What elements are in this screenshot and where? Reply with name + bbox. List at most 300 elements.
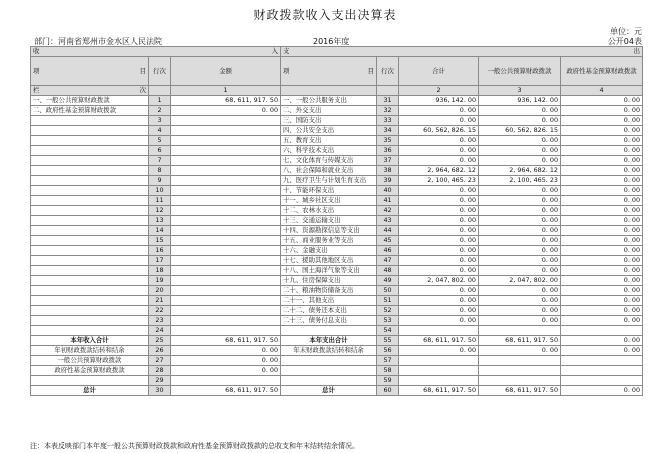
income-item-cell: 本年收入合计	[31, 336, 149, 346]
income-rowno-cell: 30	[149, 386, 171, 396]
income-item-cell: 总计	[31, 386, 149, 396]
table-row	[31, 326, 643, 336]
expense-rowno-cell: 47	[377, 256, 399, 266]
income-item-cell	[31, 326, 149, 336]
income-rowno-cell: 1	[149, 96, 171, 106]
income-rowno-cell: 26	[149, 346, 171, 356]
fund-budget-cell: 0. 00	[561, 236, 643, 246]
fund-budget-cell: 0. 00	[561, 146, 643, 156]
income-rowno-cell: 13	[149, 216, 171, 226]
expense-item-cell: 总计	[281, 386, 377, 396]
income-rowno-cell: 25	[149, 336, 171, 346]
expense-item-cell: 十三、交通运输支出	[281, 216, 377, 226]
total-cell: 0. 00	[399, 296, 479, 306]
general-budget-cell: 936, 142. 00	[479, 96, 561, 106]
income-rowno-cell: 4	[149, 126, 171, 136]
fund-budget-cell: 0. 00	[561, 96, 643, 106]
income-amount-cell	[171, 256, 281, 266]
general-budget-cell: 0. 00	[479, 146, 561, 156]
fund-budget-cell	[561, 366, 643, 376]
table-row	[31, 146, 643, 156]
expense-item-cell	[281, 376, 377, 386]
table-row	[31, 176, 643, 186]
general-budget-header: 一般公共预算财政拨款	[479, 57, 561, 86]
table-row	[31, 366, 643, 376]
total-cell: 0. 00	[399, 306, 479, 316]
general-budget-cell: 0. 00	[479, 196, 561, 206]
blank-index-cell	[149, 86, 171, 96]
lan-label: 栏	[33, 86, 40, 94]
fund-budget-cell: 0. 00	[561, 306, 643, 316]
expense-item-label-end: 目	[367, 66, 375, 75]
income-rowno-cell: 6	[149, 146, 171, 156]
general-budget-cell: 0. 00	[479, 256, 561, 266]
table-row	[31, 216, 643, 226]
income-amount-cell	[171, 166, 281, 176]
table-row	[31, 376, 643, 386]
expense-rowno-cell: 46	[377, 246, 399, 256]
index-2: 2	[399, 86, 479, 96]
fund-budget-cell: 0. 00	[561, 256, 643, 266]
income-amount-cell	[171, 376, 281, 386]
total-cell	[399, 326, 479, 336]
expense-rowno-cell: 44	[377, 226, 399, 236]
expense-item-cell: 一、一般公共服务支出	[281, 96, 377, 106]
fund-budget-cell: 0. 00	[561, 206, 643, 216]
expense-rowno-cell: 42	[377, 206, 399, 216]
income-item-cell	[31, 246, 149, 256]
income-rowno-cell: 8	[149, 166, 171, 176]
income-label: 收	[33, 47, 40, 55]
fund-budget-cell: 0. 00	[561, 246, 643, 256]
income-label-end: 入	[271, 47, 279, 55]
income-item-cell	[31, 226, 149, 236]
total-cell: 2, 964, 682. 12	[399, 166, 479, 176]
expense-item-cell: 二、外交支出	[281, 106, 377, 116]
expense-rowno-cell: 31	[377, 96, 399, 106]
table-row	[31, 236, 643, 246]
fund-budget-cell: 0. 00	[561, 316, 643, 326]
income-amount-cell	[171, 196, 281, 206]
general-budget-cell	[479, 366, 561, 376]
expense-rowno-cell: 37	[377, 156, 399, 166]
item-label-end: 目	[139, 66, 146, 75]
expense-rowno-cell: 59	[377, 376, 399, 386]
income-item-cell: 政府性基金预算财政拨款	[31, 366, 149, 376]
fund-budget-cell: 0. 00	[561, 266, 643, 276]
table-row	[31, 266, 643, 276]
expense-rowno-cell: 34	[377, 126, 399, 136]
income-rowno-cell: 9	[149, 176, 171, 186]
expense-rowno-cell: 43	[377, 216, 399, 226]
total-cell	[399, 376, 479, 386]
income-rowno-cell: 20	[149, 286, 171, 296]
income-item-cell	[31, 206, 149, 216]
general-budget-cell: 0. 00	[479, 296, 561, 306]
fund-budget-cell: 0. 00	[561, 136, 643, 146]
total-cell: 0. 00	[399, 136, 479, 146]
table-row	[31, 306, 643, 316]
fund-budget-cell: 0. 00	[561, 296, 643, 306]
income-rowno-cell: 17	[149, 256, 171, 266]
income-item-cell	[31, 176, 149, 186]
total-cell: 0. 00	[399, 106, 479, 116]
fund-budget-cell: 0. 00	[561, 126, 643, 136]
report-year: 2016年度	[313, 37, 350, 46]
income-amount-cell	[171, 176, 281, 186]
table-row	[31, 156, 643, 166]
income-amount-cell	[171, 216, 281, 226]
expense-item-cell: 五、教育支出	[281, 136, 377, 146]
general-budget-cell: 0. 00	[479, 216, 561, 226]
income-item-cell: 年初财政拨款结转和结余	[31, 346, 149, 356]
income-amount-cell	[171, 326, 281, 336]
total-cell: 2, 047, 802. 00	[399, 276, 479, 286]
income-item-cell	[31, 276, 149, 286]
expense-rowno-cell: 48	[377, 266, 399, 276]
total-cell: 0. 00	[399, 256, 479, 266]
table-row	[31, 166, 643, 176]
income-item-header	[31, 57, 149, 86]
table-row	[31, 336, 643, 346]
income-amount-cell	[171, 136, 281, 146]
income-amount-cell: 0. 00	[171, 106, 281, 116]
expense-item-cell: 十七、援助其他地区支出	[281, 256, 377, 266]
income-rowno-cell: 28	[149, 366, 171, 376]
income-item-cell	[31, 216, 149, 226]
fund-budget-cell: 0. 00	[561, 176, 643, 186]
income-item-cell	[31, 236, 149, 246]
table-row	[31, 346, 643, 356]
general-budget-cell: 68, 611, 917. 50	[479, 336, 561, 346]
expense-rowno-cell: 51	[377, 296, 399, 306]
total-cell	[399, 356, 479, 366]
general-budget-cell: 0. 00	[479, 316, 561, 326]
table-row	[31, 316, 643, 326]
total-cell: 0. 00	[399, 226, 479, 236]
table-row	[31, 106, 643, 116]
expense-rowno-cell: 52	[377, 306, 399, 316]
expense-item-cell: 十一、城乡社区支出	[281, 196, 377, 206]
income-amount-cell	[171, 286, 281, 296]
expense-item-cell: 九、医疗卫生与计划生育支出	[281, 176, 377, 186]
expense-item-cell	[281, 326, 377, 336]
income-amount-cell	[171, 276, 281, 286]
table-row	[31, 196, 643, 206]
total-cell: 0. 00	[399, 156, 479, 166]
table-row	[31, 256, 643, 266]
header-row-sections	[31, 47, 643, 57]
income-item-cell	[31, 136, 149, 146]
index-3: 3	[479, 86, 561, 96]
report-meta	[30, 36, 642, 46]
expense-rowno-header: 行次	[377, 57, 399, 86]
total-cell: 68, 611, 917. 50	[399, 386, 479, 396]
total-cell: 0. 00	[399, 216, 479, 226]
income-item-cell	[31, 286, 149, 296]
total-cell: 0. 00	[399, 286, 479, 296]
total-cell: 0. 00	[399, 266, 479, 276]
fund-budget-cell: 0. 00	[561, 186, 643, 196]
expense-item-header	[281, 57, 377, 86]
total-cell: 0. 00	[399, 316, 479, 326]
income-rowno-cell: 27	[149, 356, 171, 366]
table-row	[31, 296, 643, 306]
total-cell: 0. 00	[399, 346, 479, 356]
fund-budget-cell: 0. 00	[561, 276, 643, 286]
income-rowno-cell: 18	[149, 266, 171, 276]
fund-budget-cell: 0. 00	[561, 106, 643, 116]
income-item-cell: 一般公共预算财政拨款	[31, 356, 149, 366]
income-item-cell	[31, 166, 149, 176]
income-amount-cell: 68, 611, 917. 50	[171, 336, 281, 346]
income-rowno-cell: 19	[149, 276, 171, 286]
general-budget-cell: 0. 00	[479, 246, 561, 256]
general-budget-cell: 0. 00	[479, 206, 561, 216]
header-row-index	[31, 86, 643, 96]
table-row	[31, 356, 643, 366]
footnote: 注：本表反映部门本年度一般公共预算财政拨款和政府性基金预算财政拨款的总收支和年末结转结余情况。	[30, 442, 359, 450]
ci-label: 次	[139, 86, 146, 94]
income-amount-cell: 0. 00	[171, 356, 281, 366]
income-amount-cell	[171, 236, 281, 246]
expense-item-cell: 十四、资源勘探信息等支出	[281, 226, 377, 236]
general-budget-cell: 0. 00	[479, 156, 561, 166]
total-cell	[399, 366, 479, 376]
expense-label: 支	[283, 47, 290, 55]
expense-rowno-cell: 38	[377, 166, 399, 176]
expense-item-cell: 十五、商业服务业等支出	[281, 236, 377, 246]
general-budget-cell: 0. 00	[479, 136, 561, 146]
report-code: 公开04表	[607, 37, 642, 46]
income-rowno-cell: 21	[149, 296, 171, 306]
fund-budget-cell: 0. 00	[561, 226, 643, 236]
fund-budget-cell: 0. 00	[561, 196, 643, 206]
income-item-cell	[31, 306, 149, 316]
table-row	[31, 246, 643, 256]
general-budget-cell: 2, 964, 682. 12	[479, 166, 561, 176]
income-item-cell	[31, 146, 149, 156]
expense-item-cell: 十六、金融支出	[281, 246, 377, 256]
income-amount-cell	[171, 296, 281, 306]
general-budget-cell: 68, 611, 917. 50	[479, 386, 561, 396]
expense-rowno-cell: 32	[377, 106, 399, 116]
unit-label: 单位：元	[610, 27, 642, 36]
total-cell: 60, 562, 826. 15	[399, 126, 479, 136]
general-budget-cell: 0. 00	[479, 106, 561, 116]
item-label: 项	[33, 66, 40, 75]
general-budget-cell: 0. 00	[479, 266, 561, 276]
income-rowno-cell: 29	[149, 376, 171, 386]
income-amount-cell	[171, 206, 281, 216]
income-item-cell	[31, 316, 149, 326]
fund-budget-cell: 0. 00	[561, 166, 643, 176]
expense-item-cell	[281, 356, 377, 366]
income-rowno-cell: 15	[149, 236, 171, 246]
expense-item-cell: 八、社会保障和就业支出	[281, 166, 377, 176]
income-rowno-cell: 16	[149, 246, 171, 256]
table-row	[31, 286, 643, 296]
blank-index-cell-3	[377, 86, 399, 96]
general-budget-cell	[479, 376, 561, 386]
expense-rowno-cell: 57	[377, 356, 399, 366]
table-row	[31, 96, 643, 106]
income-item-cell	[31, 186, 149, 196]
expense-item-label: 项	[283, 66, 290, 75]
expense-item-cell: 本年支出合计	[281, 336, 377, 346]
income-rowno-cell: 23	[149, 316, 171, 326]
table-row	[31, 126, 643, 136]
general-budget-cell: 0. 00	[479, 226, 561, 236]
income-rowno-cell: 2	[149, 106, 171, 116]
expense-rowno-cell: 60	[377, 386, 399, 396]
income-item-cell	[31, 296, 149, 306]
fund-budget-cell	[561, 356, 643, 366]
expense-rowno-cell: 55	[377, 336, 399, 346]
income-amount-cell	[171, 126, 281, 136]
expense-item-cell: 七、文化体育与传媒支出	[281, 156, 377, 166]
fund-budget-cell: 0. 00	[561, 336, 643, 346]
expense-item-cell: 六、科学技术支出	[281, 146, 377, 156]
fund-budget-header: 政府性基金预算财政拨款	[561, 57, 643, 86]
lan-ci-cell	[31, 86, 149, 96]
income-amount-cell	[171, 266, 281, 276]
expense-rowno-cell: 39	[377, 176, 399, 186]
general-budget-cell: 0. 00	[479, 306, 561, 316]
income-amount-cell	[171, 246, 281, 256]
total-cell: 936, 142. 00	[399, 96, 479, 106]
total-cell: 0. 00	[399, 246, 479, 256]
expense-item-cell: 年末财政拨款结转和结余	[281, 346, 377, 356]
table-row	[31, 136, 643, 146]
income-item-cell: 一、一般公共预算财政拨款	[31, 96, 149, 106]
table-row	[31, 276, 643, 286]
table-row	[31, 206, 643, 216]
expense-rowno-cell: 50	[377, 286, 399, 296]
income-amount-cell	[171, 116, 281, 126]
expense-rowno-cell: 49	[377, 276, 399, 286]
income-item-cell	[31, 196, 149, 206]
expense-item-cell: 二十三、债务付息支出	[281, 316, 377, 326]
general-budget-cell: 0. 00	[479, 346, 561, 356]
total-header: 合计	[399, 57, 479, 86]
income-rowno-cell: 24	[149, 326, 171, 336]
income-rowno-cell: 11	[149, 196, 171, 206]
income-amount-cell	[171, 226, 281, 236]
index-1: 1	[171, 86, 281, 96]
income-rowno-cell: 10	[149, 186, 171, 196]
report-title: 财政拨款收入支出决算表	[253, 8, 397, 22]
expense-item-cell: 十二、农林水支出	[281, 206, 377, 216]
expense-rowno-cell: 53	[377, 316, 399, 326]
total-cell: 0. 00	[399, 196, 479, 206]
expense-item-cell: 二十二、债务还本支出	[281, 306, 377, 316]
income-rowno-cell: 5	[149, 136, 171, 146]
general-budget-cell: 60, 562, 826. 15	[479, 126, 561, 136]
income-rowno-cell: 7	[149, 156, 171, 166]
income-amount-cell	[171, 306, 281, 316]
expense-item-cell: 二十、粮油物资储备支出	[281, 286, 377, 296]
table-row	[31, 116, 643, 126]
expense-item-cell: 十、节能环保支出	[281, 186, 377, 196]
general-budget-cell: 0. 00	[479, 116, 561, 126]
total-cell: 0. 00	[399, 146, 479, 156]
income-item-cell	[31, 116, 149, 126]
income-amount-header: 金额	[171, 57, 281, 86]
general-budget-cell: 2, 100, 465. 23	[479, 176, 561, 186]
income-item-cell	[31, 266, 149, 276]
fund-budget-cell: 0. 00	[561, 286, 643, 296]
income-amount-cell: 0. 00	[171, 346, 281, 356]
income-amount-cell: 68, 611, 917. 50	[171, 386, 281, 396]
fund-budget-cell: 0. 00	[561, 116, 643, 126]
expense-rowno-cell: 36	[377, 146, 399, 156]
fund-budget-cell: 0. 00	[561, 156, 643, 166]
table-row	[31, 226, 643, 236]
general-budget-cell	[479, 326, 561, 336]
header-row-columns	[31, 57, 643, 86]
expense-item-cell: 十八、国土海洋气象等支出	[281, 266, 377, 276]
total-cell: 2, 100, 465. 23	[399, 176, 479, 186]
expense-rowno-cell: 54	[377, 326, 399, 336]
income-amount-cell: 68, 611, 917. 50	[171, 96, 281, 106]
fund-budget-cell: 0. 00	[561, 346, 643, 356]
fund-budget-cell	[561, 376, 643, 386]
income-rowno-cell: 12	[149, 206, 171, 216]
general-budget-cell	[479, 356, 561, 366]
income-amount-cell	[171, 146, 281, 156]
expense-item-cell: 十九、住房保障支出	[281, 276, 377, 286]
income-item-cell: 二、政府性基金预算财政拨款	[31, 106, 149, 116]
blank-index-cell-2	[281, 86, 377, 96]
general-budget-cell: 0. 00	[479, 286, 561, 296]
expense-rowno-cell: 40	[377, 186, 399, 196]
expense-item-cell: 四、公共安全支出	[281, 126, 377, 136]
income-item-cell	[31, 376, 149, 386]
total-cell: 0. 00	[399, 236, 479, 246]
income-item-cell	[31, 126, 149, 136]
fund-budget-cell: 0. 00	[561, 216, 643, 226]
income-item-cell	[31, 256, 149, 266]
expense-rowno-cell: 56	[377, 346, 399, 356]
fund-budget-cell: 0. 00	[561, 386, 643, 396]
expense-section-header	[281, 47, 643, 57]
income-rowno-cell: 22	[149, 306, 171, 316]
fund-budget-cell	[561, 326, 643, 336]
total-cell: 0. 00	[399, 206, 479, 216]
budget-table	[30, 46, 643, 396]
income-item-cell	[31, 156, 149, 166]
income-rowno-cell: 14	[149, 226, 171, 236]
expense-rowno-cell: 41	[377, 196, 399, 206]
income-section-header	[31, 47, 281, 57]
expense-rowno-cell: 35	[377, 136, 399, 146]
expense-rowno-cell: 33	[377, 116, 399, 126]
table-row	[31, 186, 643, 196]
total-cell: 0. 00	[399, 116, 479, 126]
income-amount-cell: 0. 00	[171, 366, 281, 376]
expense-label-end: 出	[633, 47, 641, 55]
income-rowno-cell: 3	[149, 116, 171, 126]
index-4: 4	[561, 86, 643, 96]
general-budget-cell: 0. 00	[479, 236, 561, 246]
income-amount-cell	[171, 316, 281, 326]
expense-item-cell	[281, 366, 377, 376]
expense-item-cell: 三、国防支出	[281, 116, 377, 126]
expense-rowno-cell: 45	[377, 236, 399, 246]
general-budget-cell: 0. 00	[479, 186, 561, 196]
income-amount-cell	[171, 156, 281, 166]
